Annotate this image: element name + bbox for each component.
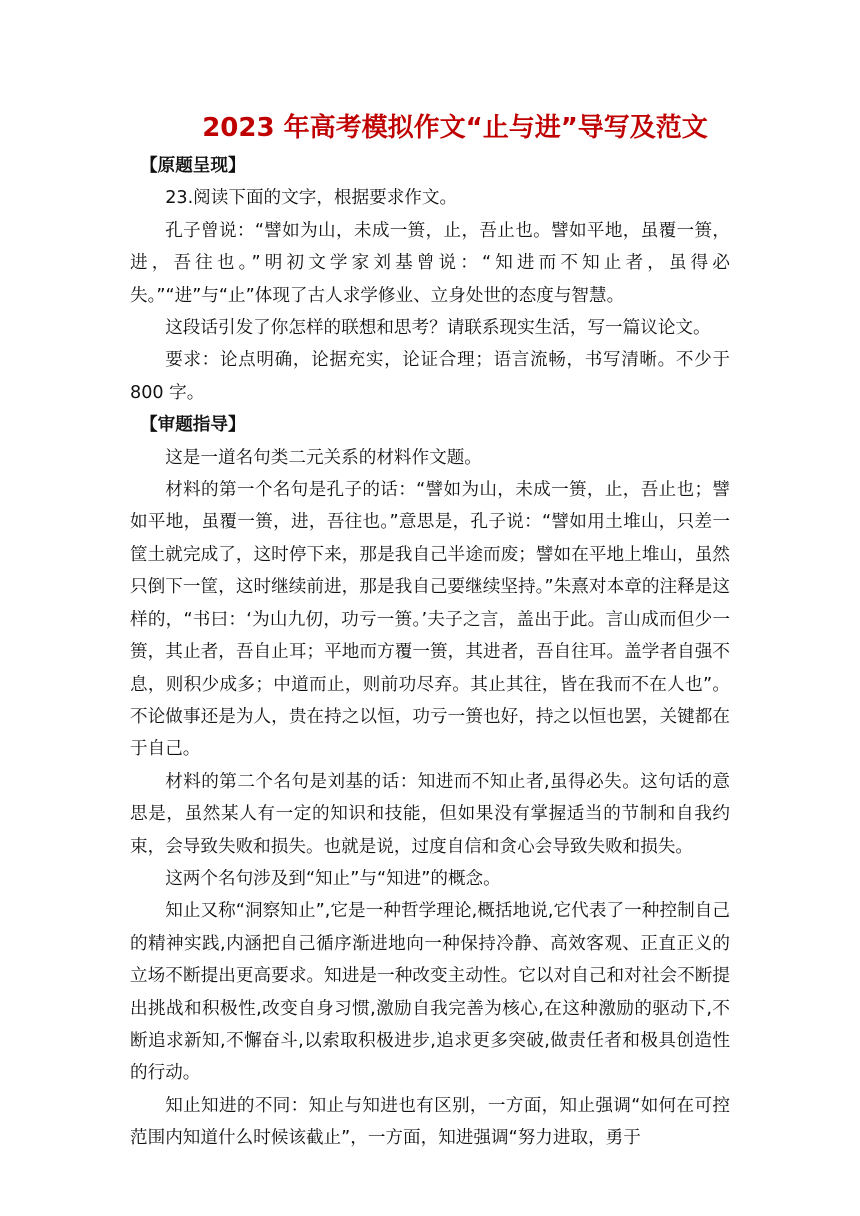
document-body xyxy=(130,150,730,1155)
paragraph: 这是一道名句类二元关系的材料作文题。 xyxy=(165,447,482,468)
paragraph: 材料的第一个名句是孔子的话：“譬如为山，未成一篑，止，吾止也；譬如平地，虽覆一篑，进，吾往也。”意思是，孔子说：“譬如用土堆山，只差一筐土就完成了，这时停下来，那是我自己半途而废；譬如在平地上堆山，虽然只倒下一筐，这时继续前进，那是我自己要继续坚持。”朱熹对本章的注释是这样的，“书曰：‘为山九仞，功亏一篑。’夫子之言，盖出于此。言山成而但少一篑，其止者，吾自止耳；平地而方覆一篑，其进者，吾自往耳。盖学者自强不息，则积少成多；中道而止，则前功尽弃。其止其往，皆在我而不在人也”。不论做事还是为人，贵在持之以恒，功亏一篑也好，持之以恒也罢，关键都在于自己。 xyxy=(130,480,730,760)
paragraph: 这两个名句涉及到“知止”与“知进”的概念。 xyxy=(165,868,501,889)
section-heading-analysis-guide: 【审题指导】 xyxy=(140,415,246,436)
paragraph: 材料的第二个名句是刘基的话：知进而不知止者,虽得必失。这句话的意思是，虽然某人有一定的知识和技能，但如果没有掌握适当的节制和自我约束，会导致失败和损失。也就是说，过度自信和贪心会导致失败和损失。 xyxy=(130,771,730,857)
paragraph: 孔子曾说：“譬如为山，未成一篑，止，吾止也。譬如平地，虽覆一篑，进，吾往也。”明初文学家刘基曾说：“知进而不知止者，虽得必失。”“进”与“止”体现了古人求学修业、立身处世的态度与智慧。 xyxy=(130,220,730,306)
paragraph: 知止知进的不同：知止与知进也有区别，一方面，知止强调“如何在可控范围内知道什么时候该截止”，一方面，知进强调“努力进取，勇于 xyxy=(130,1095,730,1149)
paragraph: 要求：论点明确，论据充实，论证合理；语言流畅，书写清晰。不少于 800 字。 xyxy=(130,350,730,403)
section-heading-original-prompt: 【原题呈现】 xyxy=(140,156,246,176)
paragraph: 这段话引发了你怎样的联想和思考？请联系现实生活，写一篇议论文。 xyxy=(165,318,711,339)
document-title: 2023 年高考模拟作文“止与进”导写及范文 xyxy=(202,113,708,143)
paragraph: 23.阅读下面的文字，根据要求作文。 xyxy=(165,188,458,209)
paragraph: 知止又称“洞察知止”,它是一种哲学理论,概括地说,它代表了一种控制自己的精神实践,内涵把自己循序渐进地向一种保持冷静、高效客观、正直正义的立场不断提出更高要求。知进是一种改变主动性。它以对自己和对社会不断提出挑战和积极性,改变自身习惯,激励自我完善为核心,在这种激励的驱动下,不断追求新知,不懈奋斗,以索取积极进步,追求更多突破,做责任者和极具创造性的行动。 xyxy=(130,901,730,1084)
